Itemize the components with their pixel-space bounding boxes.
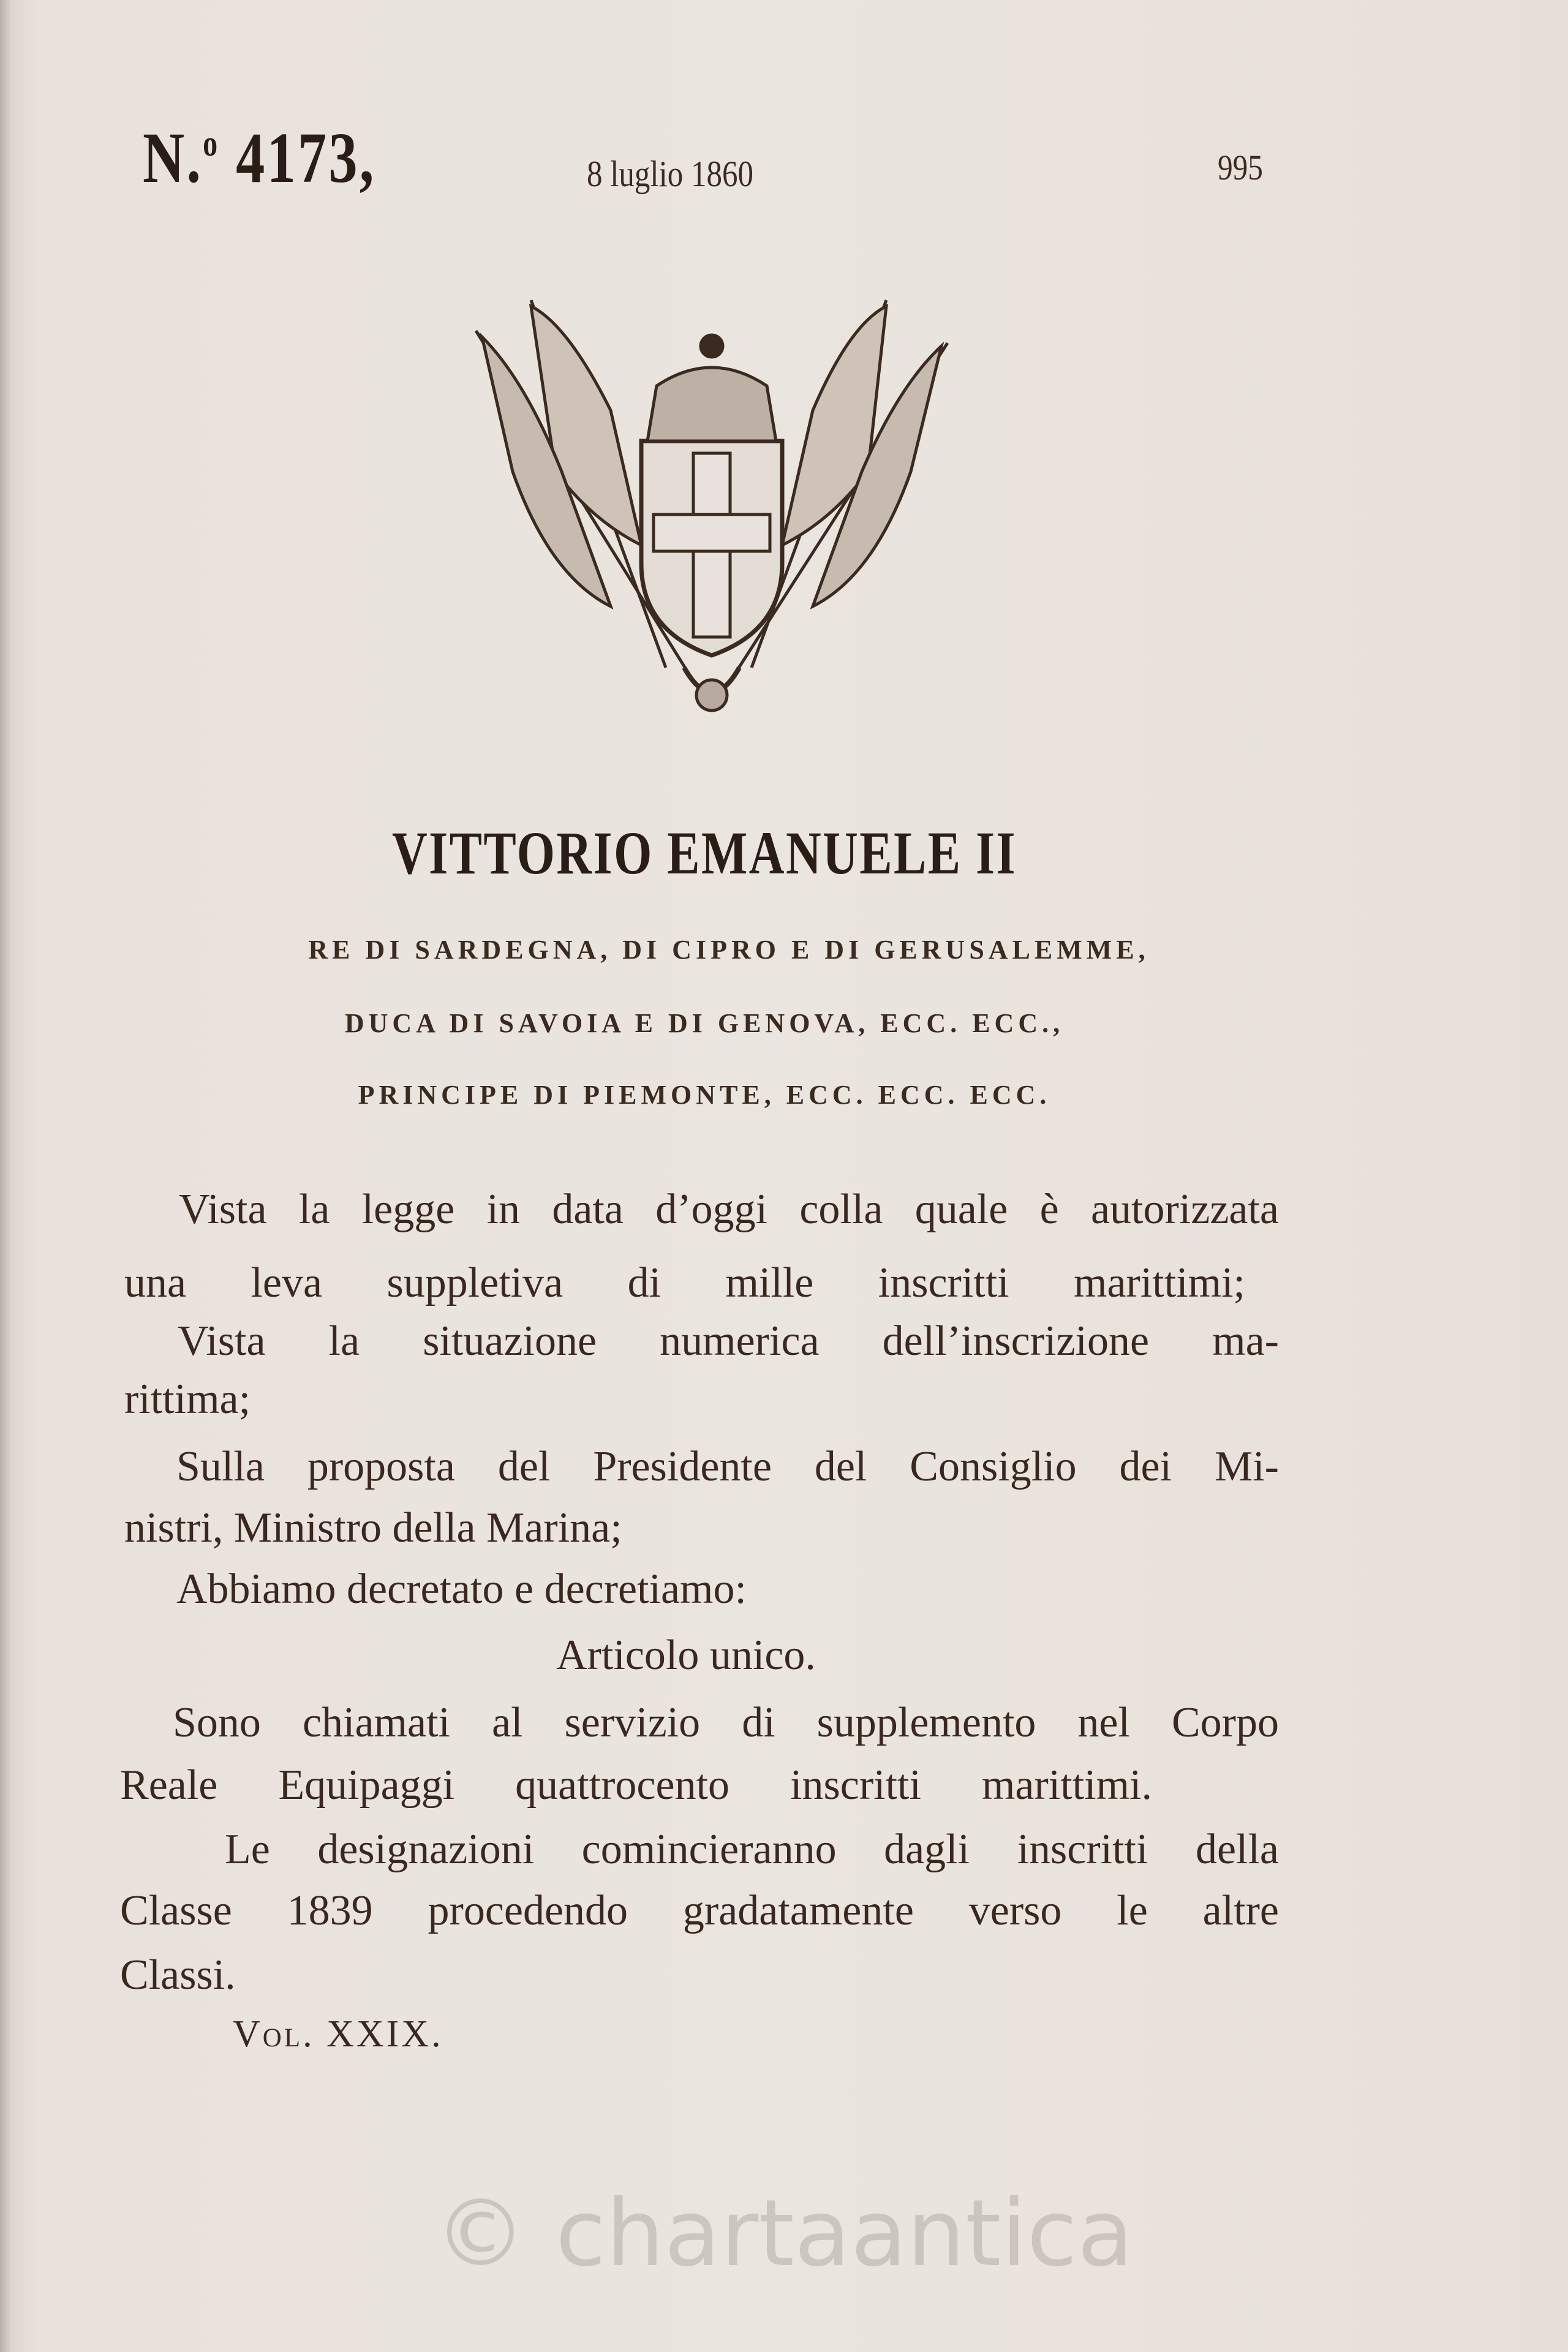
sovereign-title: VITTORIO EMANUELE II (391, 819, 1017, 887)
subtitle-line: DUCA DI SAVOIA E DI GENOVA, ECC. ECC., (344, 1008, 1065, 1038)
decree-number: N.$^o$ 4173, (143, 118, 376, 198)
subtitle-line: RE DI SARDEGNA, DI CIPRO E DI GERUSALEMME, (308, 935, 1150, 965)
body-line: Classi. (120, 1951, 236, 1999)
body-line: una leva suppletiva di mille inscritti marittimi; (124, 1259, 1245, 1306)
body-line: Reale Equipaggi quattrocento inscritti marittimi. (120, 1762, 1152, 1809)
body-line: Vista la situazione numerica dell’inscrizione ma- (178, 1317, 1279, 1365)
body-line: Le designazioni comincieranno dagli inscritti della (225, 1826, 1279, 1873)
article-heading: Articolo unico. (556, 1632, 816, 1679)
body-line: nistri, Ministro della Marina; (124, 1504, 622, 1551)
body-line: rittima; (124, 1376, 251, 1423)
decree-date: 8 luglio 1860 (587, 154, 754, 194)
watermark: © chartaantica (434, 2180, 1134, 2287)
body-line: Abbiamo decretato e decretiamo: (176, 1566, 747, 1613)
page-number: 995 (1218, 148, 1263, 187)
body-line: Vista la legge in data d’oggi colla quale è autorizzata (179, 1186, 1279, 1233)
savoy-coat-of-arms-icon (458, 288, 966, 729)
volume-label: Vol. XXIX. (233, 2013, 443, 2055)
body-line: Sono chiamati al servizio di supplemento nel Corpo (173, 1699, 1279, 1746)
subtitle-line: PRINCIPE DI PIEMONTE, ECC. ECC. ECC. (358, 1080, 1051, 1110)
body-line: Sulla proposta del Presidente del Consiglio dei Mi- (176, 1443, 1279, 1490)
body-line: Classe 1839 procedendo gradatamente verso le altre (120, 1887, 1279, 1934)
